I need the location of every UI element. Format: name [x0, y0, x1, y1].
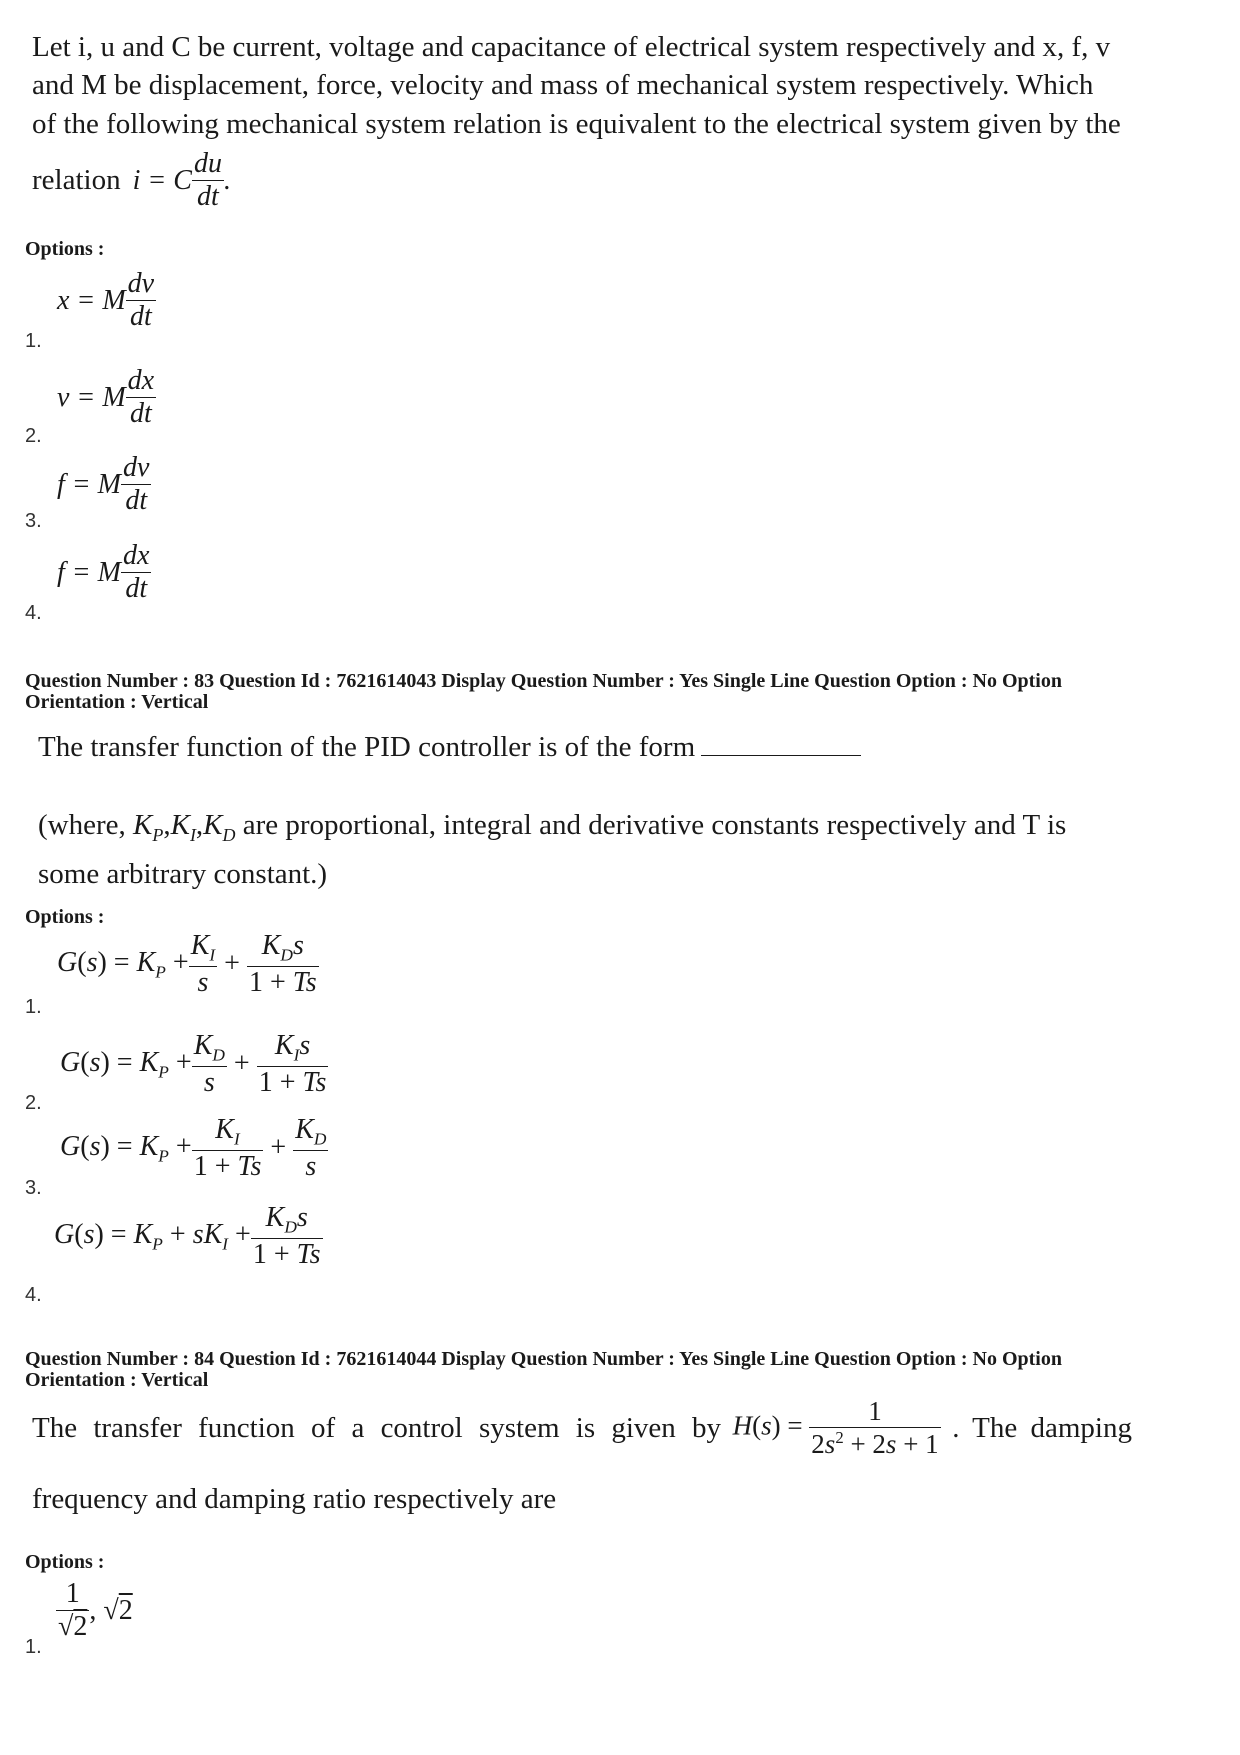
q84-option-1-number: 1.	[25, 1636, 42, 1658]
q82-option-3-number: 3.	[25, 510, 42, 532]
q82-option-3-fraction	[121, 452, 151, 517]
q83-option-3-number: 3.	[25, 1177, 42, 1199]
q83-option-1-plus: +	[217, 948, 247, 980]
q83-option-2-number: 2.	[25, 1092, 42, 1114]
q84-text-1-post: . The damping	[952, 1411, 1132, 1444]
q83-option-4-lhs: $G(s) = K_P + sK_I$ +	[54, 1218, 251, 1254]
q83-text-1	[38, 731, 861, 764]
q83-option-3[interactable]	[60, 1114, 328, 1183]
q83-option-2-frac-a: $\frac{K_D}{s}$	[193, 1030, 225, 1098]
q83-option-1-frac-b: $\frac{K_Ds}{1 + Ts}$	[248, 930, 317, 998]
q82-option-2-number: 2.	[25, 425, 42, 447]
q84-meta	[25, 1349, 1225, 1391]
q82-option-3-den: dt	[125, 485, 148, 517]
q83-text-1-content: The transfer function of the PID controller is of the form	[38, 731, 696, 763]
q84-text-2: frequency and damping ratio respectively are	[32, 1483, 557, 1515]
q82-relation-word: relation	[32, 164, 121, 197]
q82-line-1: Let i, u and C be current, voltage and capacitance of electrical system respectively and x, f, v	[32, 31, 1111, 63]
q82-option-1-den: dt	[129, 301, 152, 333]
q83-option-1[interactable]	[57, 930, 319, 999]
q84-meta-line-1: Question Number : 84 Question Id : 7621614044 Display Question Number : Yes Single Line Question Option : No Option	[25, 1348, 1062, 1370]
q82-relation	[32, 148, 231, 213]
q84-option-1-sep: , √2	[89, 1594, 133, 1626]
q82-options-label: Options :	[25, 238, 105, 260]
q82-option-4-number: 4.	[25, 602, 42, 624]
q82-line-3: of the following mechanical system relation is equivalent to the electrical system given by the	[32, 107, 1121, 140]
q83-text-2	[38, 809, 1066, 846]
q83-option-3-lhs: $G(s) = K_P$ +	[60, 1130, 192, 1166]
q82-option-4-num: dx	[121, 540, 151, 573]
q82-option-4[interactable]	[57, 540, 151, 605]
q83-option-3-frac-b: $\frac{K_D}{s}$	[295, 1114, 327, 1182]
q84-option-1[interactable]	[56, 1578, 133, 1643]
q83-meta-line-2: Orientation : Vertical	[25, 691, 209, 713]
q82-relation-fraction	[192, 148, 224, 213]
q82-option-2[interactable]	[57, 365, 156, 430]
q83-constants: $K_P,K_I,K_D$	[133, 809, 236, 845]
q82-relation-den: dt	[197, 181, 219, 213]
q82-option-2-lhs: v = M	[57, 381, 126, 413]
q82-line-2: and M be displacement, force, velocity and mass of mechanical system respectively. Which	[32, 69, 1094, 102]
q82-option-1[interactable]	[57, 268, 156, 333]
q84-meta-line-2: Orientation : Vertical	[25, 1369, 209, 1391]
q82-option-1-num: dv	[126, 268, 156, 301]
q82-option-1-lhs: x = M	[57, 284, 126, 316]
q82-option-4-lhs: f = M	[57, 556, 121, 588]
q82-option-3[interactable]	[57, 452, 151, 517]
q82-option-2-den: dt	[129, 398, 152, 430]
q82-option-4-fraction	[121, 540, 151, 605]
q83-answer-blank	[701, 754, 861, 756]
q83-option-2[interactable]	[60, 1030, 328, 1099]
q84-transfer-function: H(s) = $\frac{1}{2s^2 + 2s + 1}$	[732, 1396, 939, 1460]
q83-text-2-post: are proportional, integral and derivative constants respectively and T is	[242, 809, 1067, 841]
q82-option-4-den: dt	[125, 573, 148, 605]
q84-tf-fraction	[809, 1396, 940, 1460]
q82-option-1-fraction	[126, 268, 156, 333]
q83-option-4-frac: $\frac{K_Ds}{1 + Ts}$	[252, 1202, 321, 1270]
q84-text-1-pre: The transfer function of a control system is given by	[32, 1411, 722, 1444]
q82-relation-lhs: i = C	[132, 164, 192, 196]
q82-relation-num: du	[192, 148, 224, 181]
q82-option-2-fraction	[126, 365, 156, 430]
q82-option-1-number: 1.	[25, 330, 42, 352]
q83-option-2-lhs: $G(s) = K_P$ +	[60, 1046, 192, 1082]
q83-option-4[interactable]	[54, 1202, 323, 1271]
q82-option-3-lhs: f = M	[57, 468, 121, 500]
q84-options-label: Options :	[25, 1551, 105, 1573]
q83-meta	[25, 671, 1225, 713]
q83-option-2-plus: +	[226, 1048, 257, 1080]
q84-tf-den: $2s^2 + 2s + 1$	[811, 1428, 939, 1460]
q83-option-4-number: 4.	[25, 1284, 42, 1306]
q83-option-3-plus: +	[263, 1132, 294, 1164]
q83-option-3-frac-a: $\frac{K_I}{1 + Ts}$	[193, 1114, 262, 1182]
q84-tf-num: 1	[809, 1396, 940, 1428]
q82-option-2-num: dx	[126, 365, 156, 398]
q84-option-1-frac: $\frac{1}{√2}$	[58, 1578, 88, 1643]
q82-option-3-num: dv	[121, 452, 151, 485]
q83-option-1-lhs: $G(s) = K_P$ +	[57, 946, 189, 982]
q83-text-3: some arbitrary constant.)	[38, 858, 328, 890]
q83-option-1-frac-a: $\frac{K_I}{s}$	[190, 930, 216, 998]
q82-text	[32, 28, 1212, 143]
q83-options-label: Options :	[25, 906, 105, 928]
q83-option-1-number: 1.	[25, 996, 42, 1018]
q83-text-2-pre: (where,	[38, 809, 126, 841]
q82-relation-end: .	[223, 164, 231, 196]
q84-text-1	[32, 1396, 1132, 1460]
q83-option-2-frac-b: $\frac{K_Is}{1 + Ts}$	[258, 1030, 327, 1098]
q83-meta-line-1: Question Number : 83 Question Id : 7621614043 Display Question Number : Yes Single Line Question Option : No Option	[25, 670, 1062, 692]
